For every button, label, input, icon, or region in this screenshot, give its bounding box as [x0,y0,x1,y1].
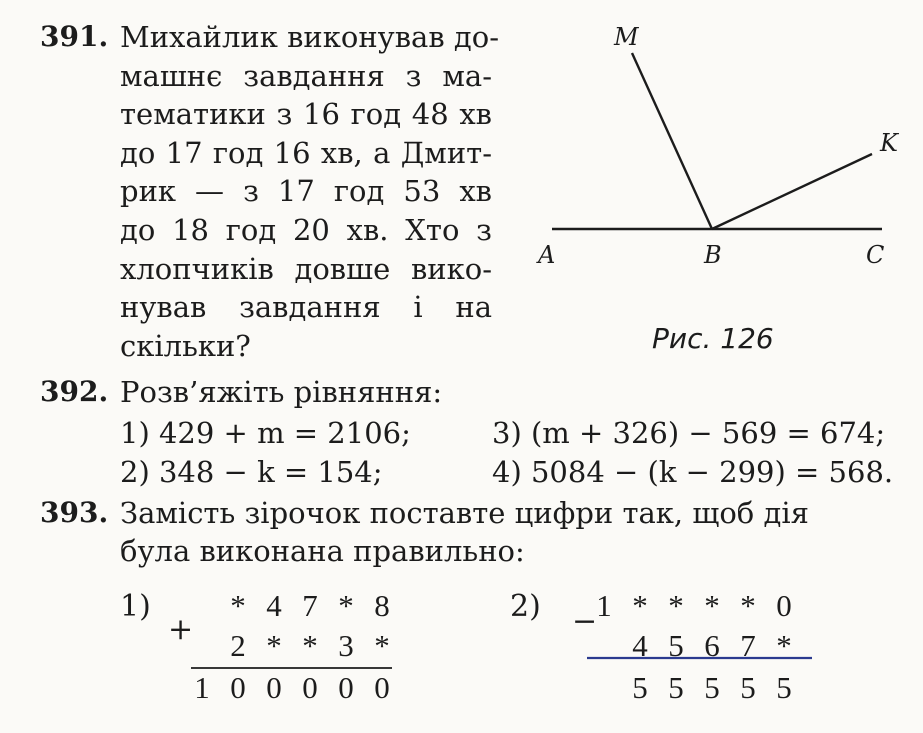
point-label-a: A [538,241,556,269]
example-1-row-2 [220,628,400,664]
digit: * [266,628,282,663]
digit: * [632,588,648,623]
digit: 7 [740,628,756,663]
digit: 6 [704,628,720,663]
digit: * [704,588,720,623]
example-1-result [184,670,400,706]
digit: * [740,588,756,623]
equation-2: 2) 348 − k = 154; [120,455,383,489]
digit: 5 [668,628,684,663]
digit: 1 [194,670,210,705]
problem-391-line: машнє завдання з ма- [120,58,492,93]
digit: 8 [374,588,390,623]
digit: 0 [338,670,354,705]
point-label-m: M [614,23,639,51]
digit: 4 [266,588,282,623]
example-2-row-2 [622,628,802,664]
equation-3: 3) (m + 326) − 569 = 674; [492,416,886,450]
digit: 1 [596,588,612,623]
point-label-k: K [880,129,898,157]
digit: 0 [374,670,390,705]
digit: * [374,628,390,663]
digit: 0 [302,670,318,705]
problem-391-number: 391. [40,20,109,53]
digit: 5 [632,670,648,705]
ray-bm [632,53,712,229]
digit: * [230,588,246,623]
problem-391-line: тематики з 16 год 48 хв [120,97,492,132]
equation-1: 1) 429 + m = 2106; [120,416,411,450]
digit: 0 [230,670,246,705]
digit: * [338,588,354,623]
digit: 0 [776,588,792,623]
problem-392-title: Розв’яжіть рівняння: [120,375,443,409]
example-1-label: 1) [120,589,151,624]
problem-392-number: 392. [40,375,109,408]
digit: * [302,628,318,663]
problem-393-line-1: Замість зірочок поставте цифри так, щоб дія [120,496,809,530]
equation-4: 4) 5084 − (k − 299) = 568. [492,455,894,489]
digit: 5 [704,670,720,705]
digit: * [668,588,684,623]
point-label-c: C [866,241,885,269]
digit: 0 [266,670,282,705]
digit: 5 [668,670,684,705]
problem-391-line: до 18 год 20 хв. Хто з [120,213,492,247]
plus-sign: + [168,612,194,647]
problem-393-line-2: була виконана правильно: [120,534,525,568]
digit: 4 [632,628,648,663]
example-2-result [622,670,802,706]
point-label-b: B [704,241,722,269]
digit: * [776,628,792,663]
digit: 7 [302,588,318,623]
problem-391-line: рик — з 17 год 53 хв [120,174,492,209]
example-1-row-1 [220,588,400,624]
example-2-label: 2) [510,589,541,624]
digit: 3 [338,628,354,663]
minus-sign: − [572,604,598,639]
example-2-row-1 [586,588,802,624]
problem-391-line: до 17 год 16 хв, а Дмит- [120,135,492,170]
problem-391-line: Михайлик виконував до- [120,20,499,54]
digit: 5 [740,670,756,705]
problem-391-line: нував завдання і на [120,290,492,325]
figure-caption: Рис. 126 [652,322,774,355]
ray-bk [712,154,872,229]
digit: 2 [230,628,246,663]
problem-393-number: 393. [40,496,109,529]
problem-391-line: хлопчиків довше вико- [120,251,492,286]
problem-391-line: скільки? [120,328,251,363]
digit: 5 [776,670,792,705]
